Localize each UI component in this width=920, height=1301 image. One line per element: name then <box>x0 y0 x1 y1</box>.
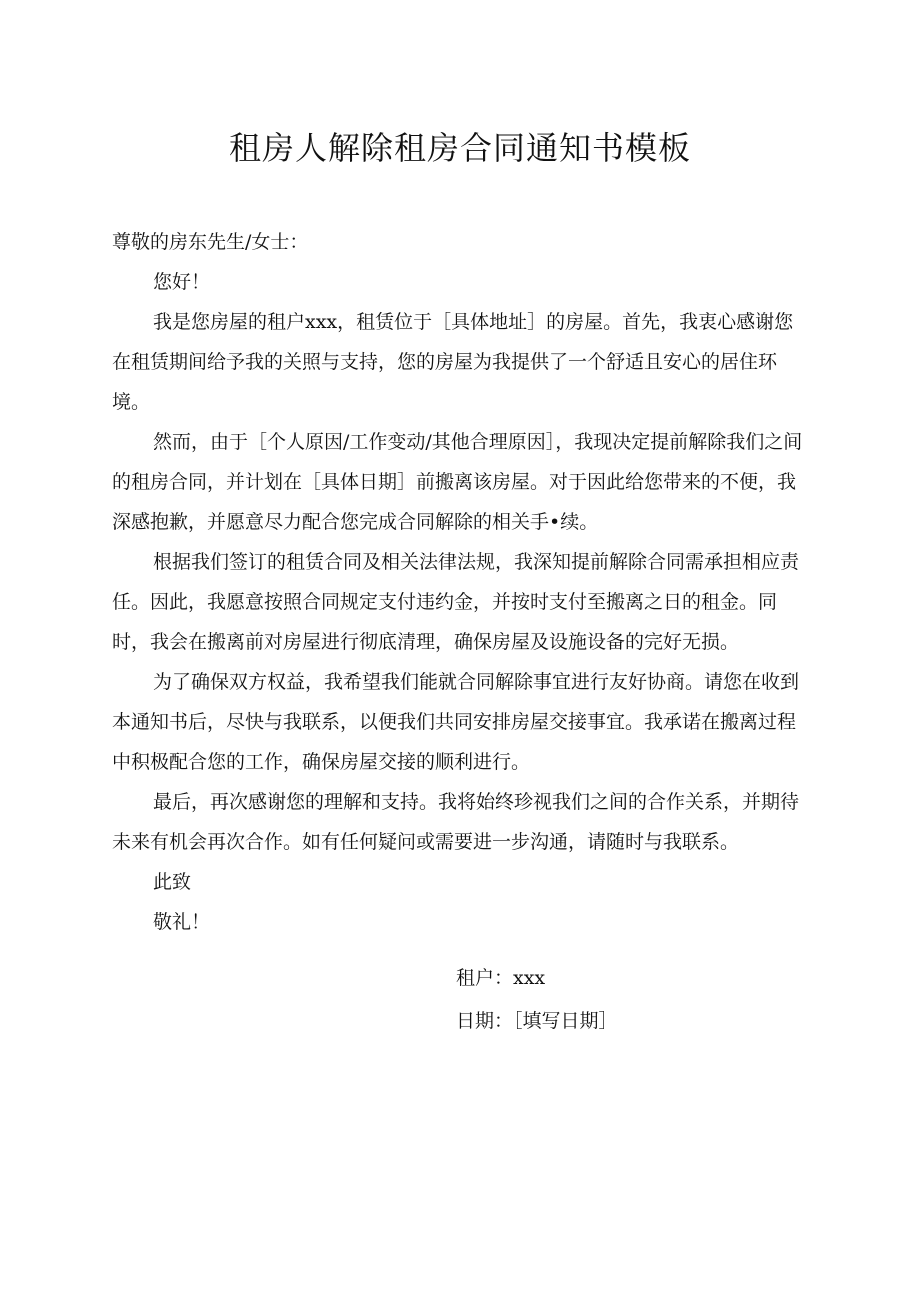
letter-body <box>112 222 810 942</box>
paragraph-responsibility: 根据我们签订的租赁合同及相关法律法规，我深知提前解除合同需承担相应责任。因此，我愿意按照合同规定支付违约金，并按时支付至搬离之日的租金。同时，我会在搬离前对房屋进行彻底清理，确保房屋及设施设备的完好无损。 <box>112 551 800 653</box>
paragraph-reason: 然而，由于［个人原因/工作变动/其他合理原因］，我现决定提前解除我们之间的租房合同，并计划在［具体日期］前搬离该房屋。对于因此给您带来的不便，我深感抱歉，并愿意尽力配合您完成合同解除的相关手•续。 <box>112 431 803 533</box>
signature-date: 日期：［填写日期］ <box>456 1010 618 1032</box>
salutation: 尊敬的房东先生/女士： <box>112 231 309 253</box>
signature-tenant: 租户：xxx <box>456 967 546 989</box>
paragraph-intro: 我是您房屋的租户xxx，租赁位于［具体地址］的房屋。首先，我衷心感谢您在租赁期间给予我的关照与支持，您的房屋为我提供了一个舒适且安心的居住环境。 <box>112 311 794 413</box>
paragraph-negotiation: 为了确保双方权益，我希望我们能就合同解除事宜进行友好协商。请您在收到本通知书后，尽快与我联系，以便我们共同安排房屋交接事宜。我承诺在搬离过程中积极配合您的工作，确保房屋交接的顺利进行。 <box>112 671 800 773</box>
document-title: 租房人解除租房合同通知书模板 <box>228 129 691 167</box>
paragraph-thanks: 最后，再次感谢您的理解和支持。我将始终珍视我们之间的合作关系，并期待未来有机会再次合作。如有任何疑问或需要进一步沟通，请随时与我联系。 <box>112 791 800 853</box>
closing-line-1: 此致 <box>153 871 192 893</box>
closing-line-2: 敬礼！ <box>153 911 211 933</box>
greeting: 您好！ <box>153 271 211 293</box>
